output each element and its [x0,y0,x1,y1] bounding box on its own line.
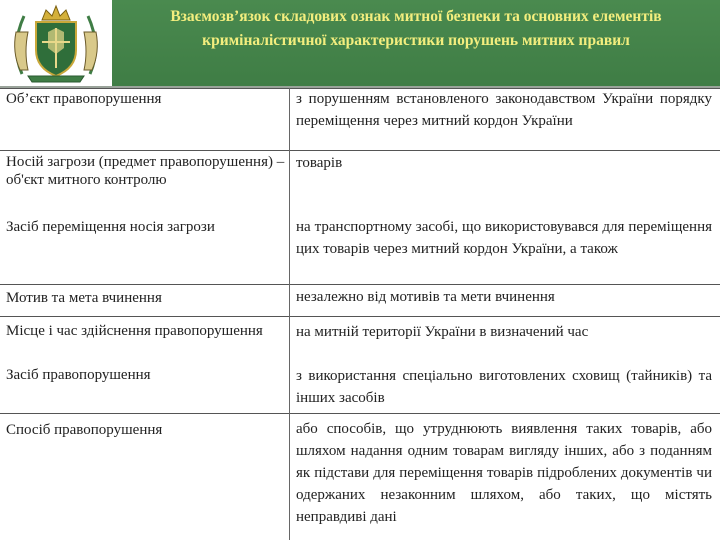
column-divider [289,88,290,540]
row-label: Засіб правопорушення [6,367,151,383]
customs-emblem-icon [0,0,112,86]
row-value: з використання спеціально виготовлених сховищ (тайників) та інших засобів [296,368,712,406]
table-row [0,150,720,217]
row-value: з порушенням встановленого законодавством України порядку переміщення через митний кордон України [296,91,712,129]
row-label: Спосіб правопорушення [6,422,163,438]
row-value: або способів, що утруднюють виявлення таких товарів, або шляхом надання одним товарам вигляду інших, або з поданням як підстави для переміщення товарів підроблених документів чи одержаних незаконним шляхом, або таких, що містять неправдиві дані [296,421,712,525]
row-label: Мотив та мета вчинення [6,290,162,306]
row-label: Об’єкт правопорушення [6,91,162,107]
row-label: Носій загрози (предмет правопорушення) – об'єкт митного контролю [6,154,285,188]
row-label: Засіб переміщення носія загрози [6,219,215,235]
table-row [0,363,720,413]
table-row [0,316,720,364]
row-value: незалежно від мотивів та мети вчинення [296,289,555,305]
page-title: Взаємозв’язок складових ознак митної безпеки та основних елементів криміналістичної характеристики порушень митних правил [170,8,662,49]
table-row [0,284,720,317]
table-row [0,413,720,541]
table-row [0,88,720,151]
row-value: товарів [296,155,343,171]
slide-header [0,0,720,86]
table-row [0,216,720,284]
row-value: на митній території України в визначений час [296,324,589,340]
row-value: на транспортному засобі, що використовувався для переміщення цих товарів через митний кордон України, а також [296,219,712,257]
row-label: Місце і час здійснення правопорушення [6,323,263,339]
